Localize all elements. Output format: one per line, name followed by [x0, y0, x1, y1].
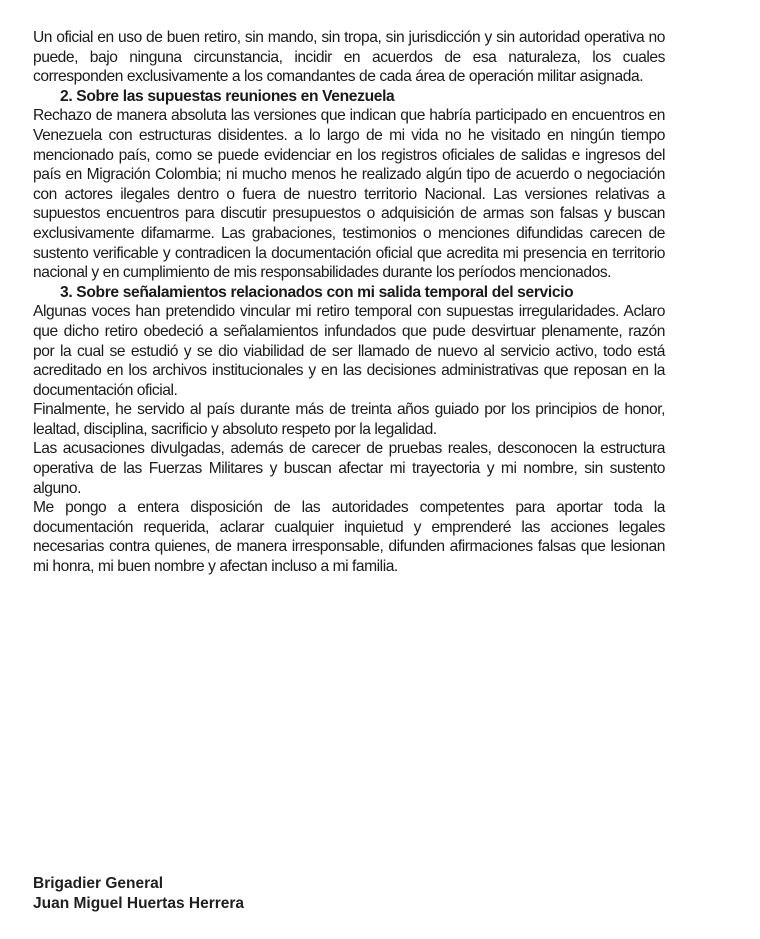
paragraph-salida-temporal: Algunas voces han pretendido vincular mi retiro temporal con supuestas irregularidades. Aclaro que dicho retiro obedeció a señalamientos infundados que pude desvirtuar plenamente, razón por la cual se estudió y se dio viabilidad de ser llamado de nuevo al servicio activo, todo está acreditado en los archivos institucionales y en las decisiones administrativas que reposan en la documentación oficial. [33, 303, 665, 399]
section-heading-salida-temporal: 3. Sobre señalamientos relacionados con mi salida temporal del servicio [60, 283, 574, 301]
section-heading-venezuela: 2. Sobre las supuestas reuniones en Venezuela [60, 87, 395, 105]
document-page [33, 28, 665, 577]
signature-rank: Brigadier General [33, 875, 164, 892]
paragraph-disposicion: Me pongo a entera disposición de las autoridades competentes para aportar toda la documentación requerida, aclarar cualquier inquietud y emprenderé las acciones legales necesarias contra quienes, de manera irresponsable, difunden afirmaciones falsas que lesionan mi honra, mi buen nombre y afectan incluso a mi familia. [33, 499, 665, 576]
paragraph-acusaciones: Las acusaciones divulgadas, además de carecer de pruebas reales, desconocen la estructura operativa de las Fuerzas Militares y buscan afectar mi trayectoria y mi nombre, sin sustento alguno. [33, 440, 665, 497]
paragraph-venezuela: Rechazo de manera absoluta las versiones que indican que habría participado en encuentros en Venezuela con estructuras disidentes. a lo largo de mi vida no he visitado en ningún tiempo mencionado país, como se puede evidenciar en los registros oficiales de salidas e ingresos del país en Migración Colombia; ni mucho menos he realizado algún tipo de acuerdo o negociación con actores ilegales dentro o fuera de nuestro territorio Nacional. Las versiones relativas a supuestos encuentros para discutir presupuestos o adquisición de armas son falsas y buscan exclusivamente difamarme. Las grabaciones, testimonios o menciones difundidas carecen de sustento verificable y contradicen la documentación oficial que acredita mi presencia en territorio nacional y en cumplimiento de mis responsabilidades durante los períodos mencionados. [33, 107, 665, 282]
paragraph-intro: Un oficial en uso de buen retiro, sin mando, sin tropa, sin jurisdicción y sin autoridad operativa no puede, bajo ninguna circunstancia, incidir en acuerdos de esa naturaleza, los cuales corresponden exclusivamente a los comandantes de cada área de operación militar asignada. [33, 29, 665, 86]
signature-block [33, 874, 244, 914]
signature-name: Juan Miguel Huertas Herrera [33, 895, 245, 912]
paragraph-finalmente: Finalmente, he servido al país durante más de treinta años guiado por los principios de honor, lealtad, disciplina, sacrificio y absoluto respeto por la legalidad. [33, 401, 665, 438]
